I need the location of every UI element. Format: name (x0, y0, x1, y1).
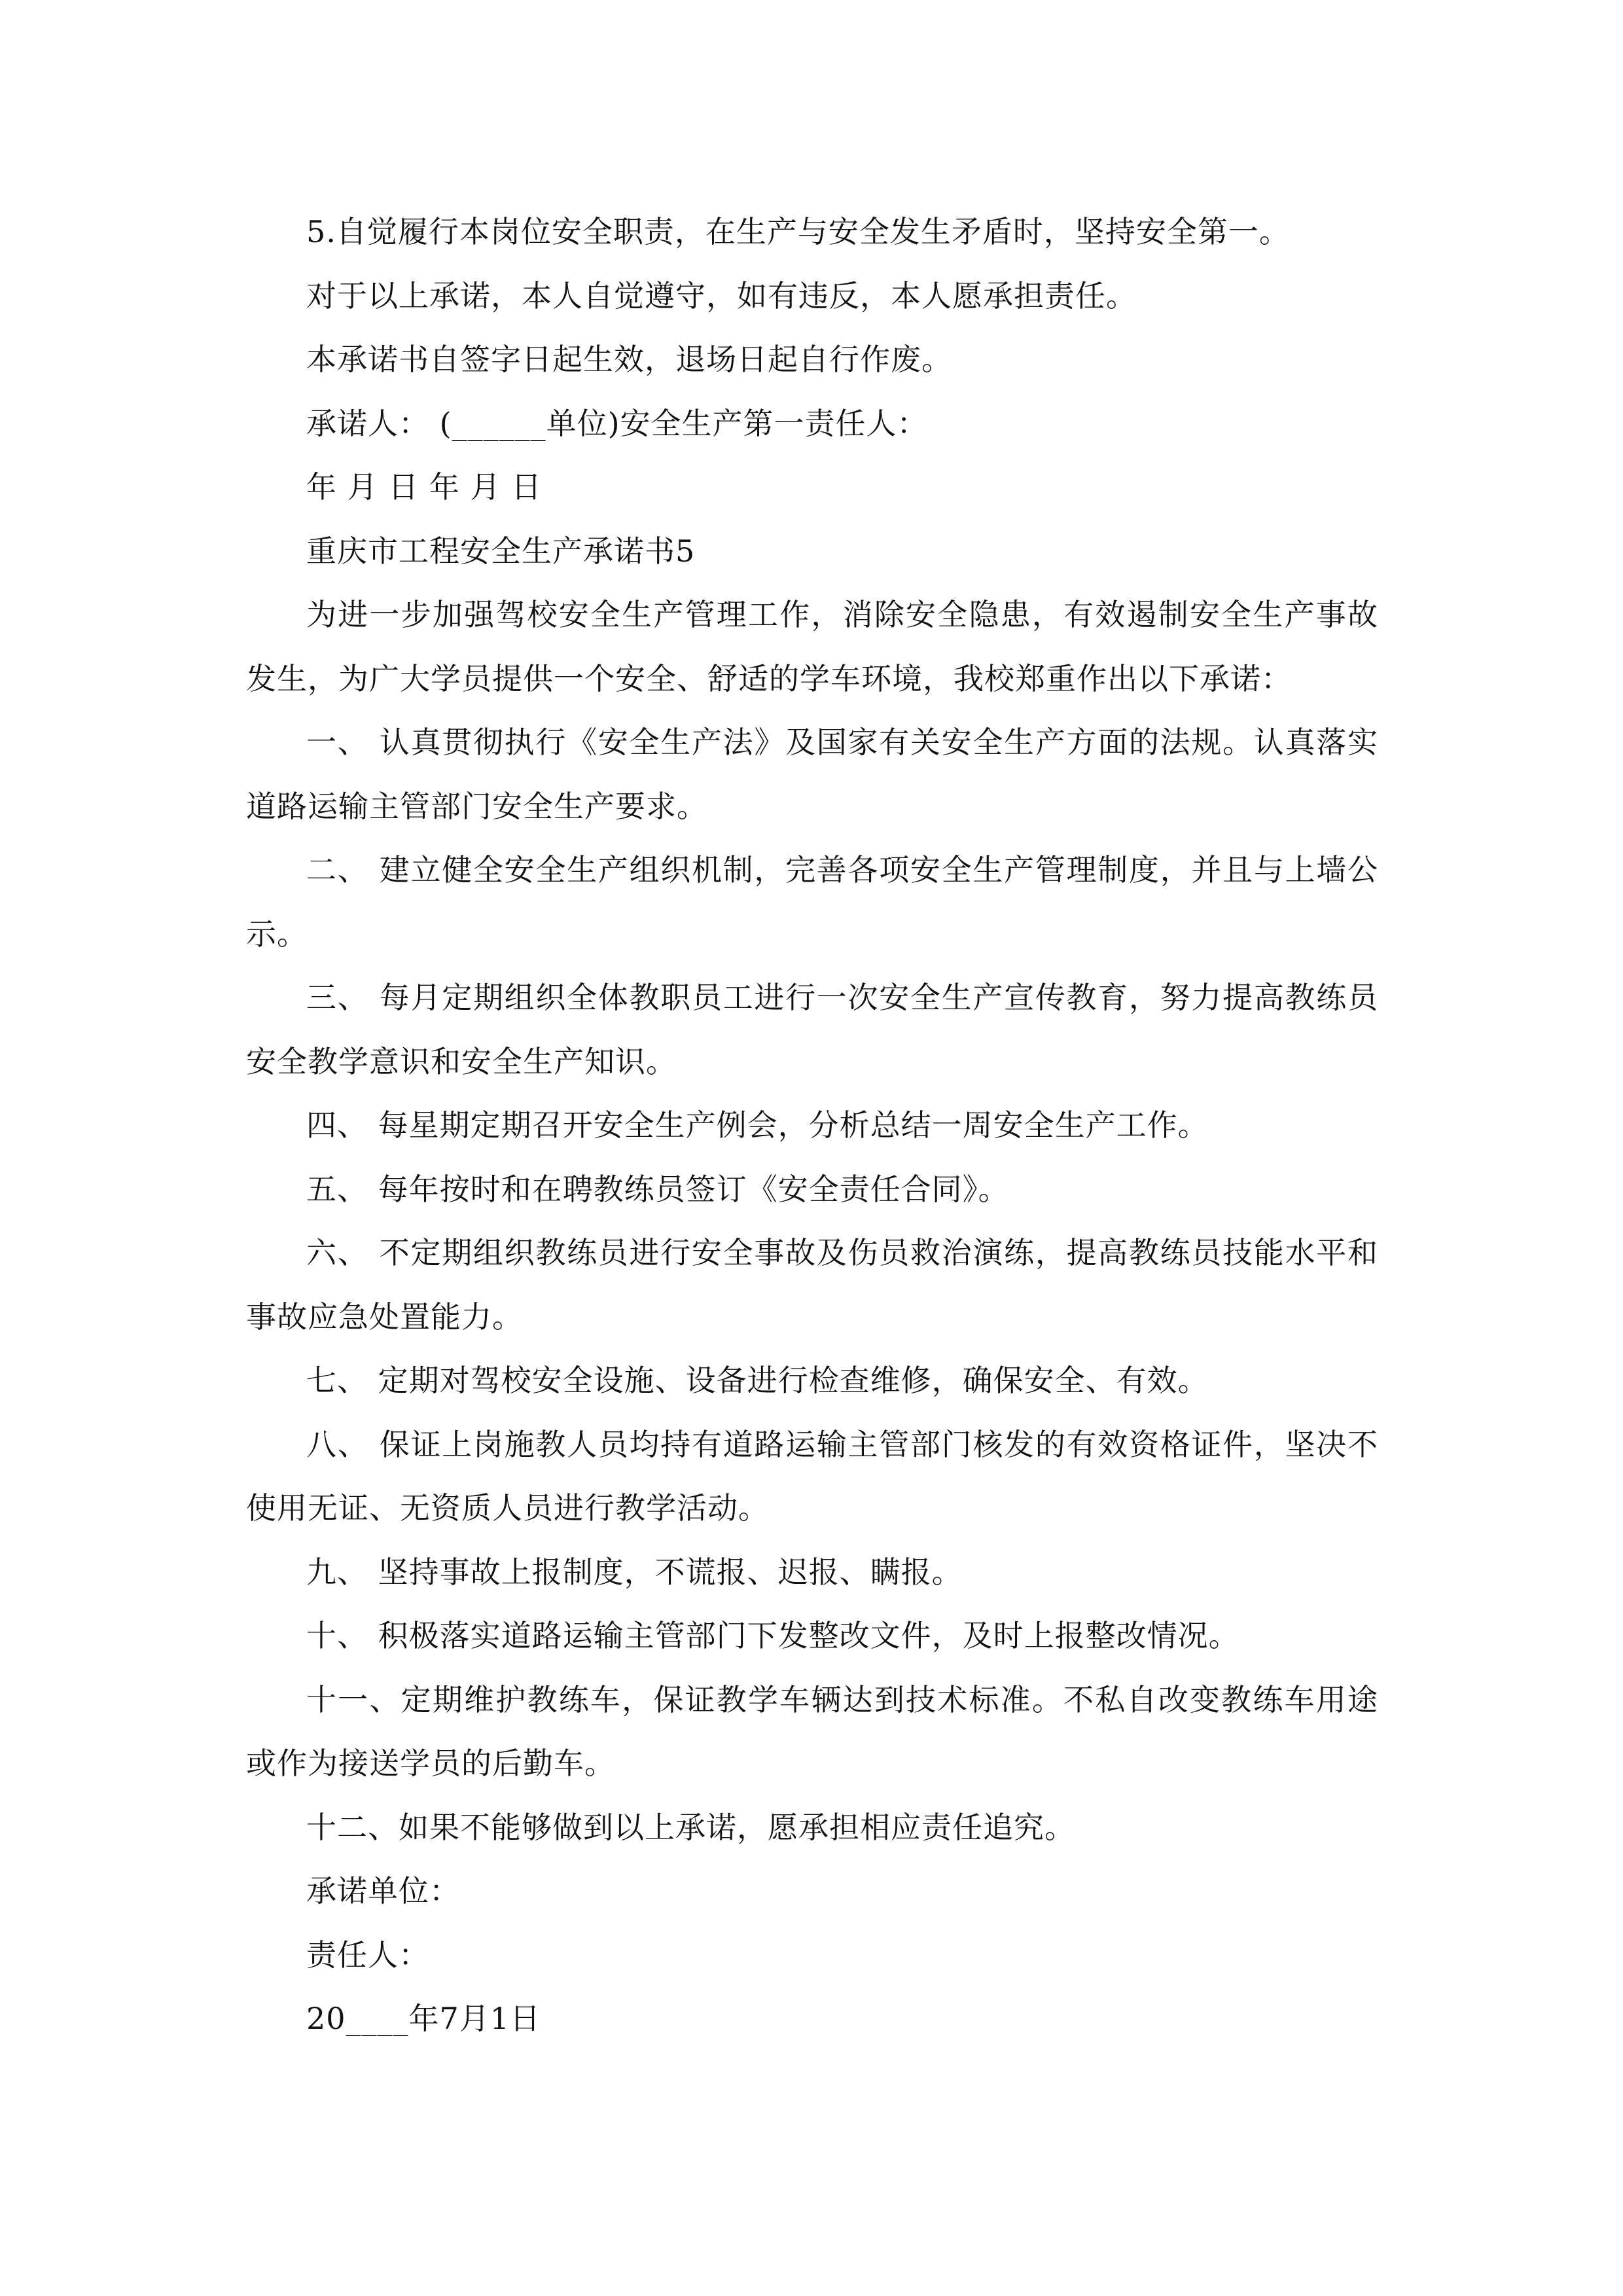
commitment-item-5: 五、 每年按时和在聘教练员签订《安全责任合同》。 (306, 1171, 1009, 1207)
commitment-item-2: 二、 建立健全安全生产组织机制，完善各项安全生产管理制度，并且与上墙公示。 (246, 852, 1378, 952)
commitment-item-4: 四、 每星期定期召开安全生产例会，分析总结一周安全生产工作。 (306, 1107, 1209, 1143)
commitment-item-6: 六、 不定期组织教练员进行安全事故及伤员救治演练，提高教练员技能水平和事故应急处置能力。 (246, 1235, 1378, 1335)
date-line: 年 月 日 年 月 日 (306, 469, 543, 505)
paragraph-intro: 为进一步加强驾校安全生产管理工作，消除安全隐患，有效遏制安全生产事故发生，为广大学员提供一个安全、舒适的学车环境，我校郑重作出以下承诺： (246, 597, 1378, 696)
paragraph-compliance-statement: 对于以上承诺，本人自觉遵守，如有违反，本人愿承担责任。 (306, 278, 1137, 314)
commitment-item-11: 十一、定期维护教练车，保证教学车辆达到技术标准。不私自改变教练车用途或作为接送学员的后勤车。 (246, 1681, 1378, 1781)
commitment-item-12: 十二、如果不能够做到以上承诺，愿承担相应责任追究。 (306, 1809, 1075, 1845)
commitment-item-8: 八、 保证上岗施教人员均持有道路运输主管部门核发的有效资格证件，坚决不使用无证、无资质人员进行教学活动。 (246, 1426, 1378, 1526)
paragraph-commitment-item-5: 5.自觉履行本岗位安全职责，在生产与安全发生矛盾时，坚持安全第一。 (306, 214, 1290, 249)
paragraph-effective-date: 本承诺书自签字日起生效，退场日起自行作废。 (306, 342, 952, 377)
signatory-line: 承诺人： (______单位)安全生产第一责任人： (306, 405, 928, 441)
responsible-person-label: 责任人： (306, 1937, 429, 1973)
document-body (246, 200, 1378, 2051)
commitment-item-9: 九、 坚持事故上报制度，不谎报、迟报、瞒报。 (306, 1554, 963, 1590)
commitment-item-3: 三、 每月定期组织全体教职员工进行一次安全生产宣传教育，努力提高教练员安全教学意识和安全生产知识。 (246, 980, 1378, 1079)
signing-date: 20____年7月1日 (306, 2001, 541, 2036)
commitment-item-1: 一、 认真贯彻执行《安全生产法》及国家有关安全生产方面的法规。认真落实道路运输主管部门安全生产要求。 (246, 725, 1378, 824)
section-title: 重庆市工程安全生产承诺书5 (306, 533, 696, 569)
commitment-item-7: 七、 定期对驾校安全设施、设备进行检查维修，确保安全、有效。 (306, 1363, 1209, 1398)
committing-unit-label: 承诺单位： (306, 1873, 460, 1909)
commitment-item-10: 十、 积极落实道路运输主管部门下发整改文件，及时上报整改情况。 (306, 1618, 1240, 1653)
